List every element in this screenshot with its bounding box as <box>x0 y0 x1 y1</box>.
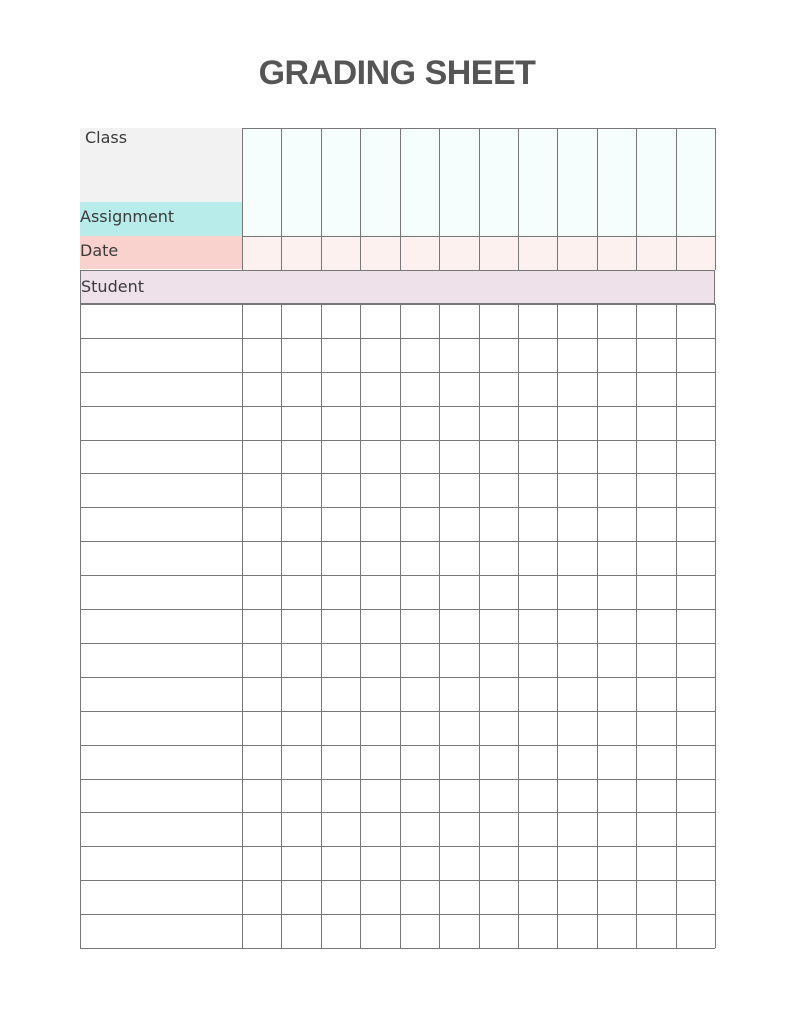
date-label: Date <box>80 241 119 260</box>
class-label: Class <box>85 128 128 147</box>
assignment-label: Assignment <box>80 207 175 226</box>
student-label: Student <box>81 277 144 296</box>
page-title: GRADING SHEET <box>258 54 536 92</box>
